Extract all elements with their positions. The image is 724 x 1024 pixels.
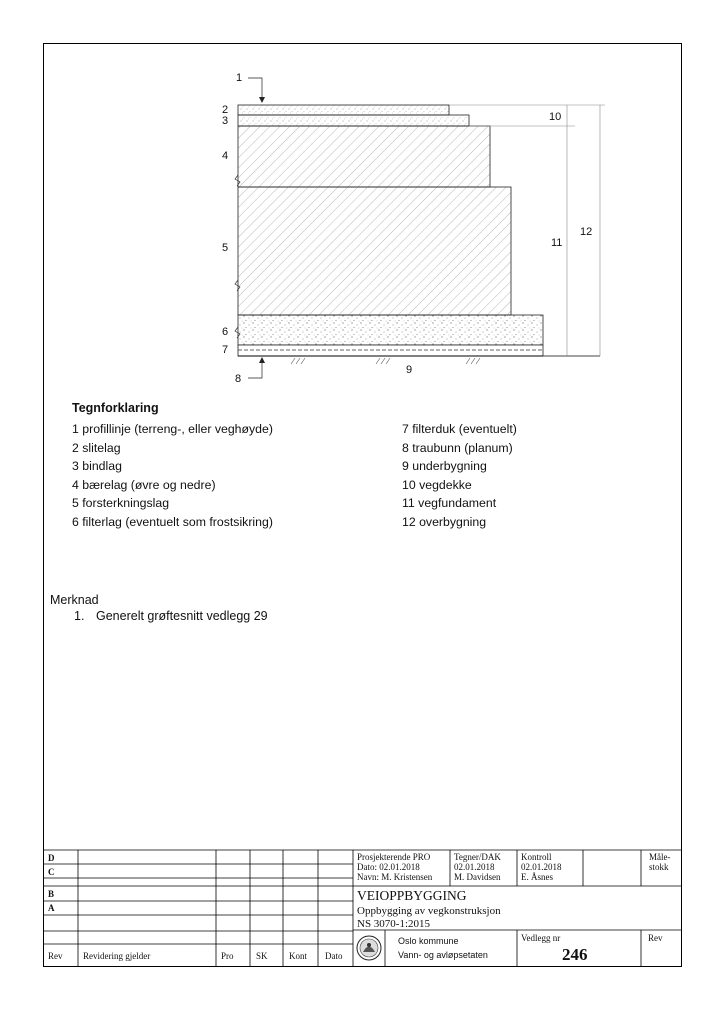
remark-item-number: 1. [74, 609, 85, 623]
project-info [357, 852, 432, 882]
title-block [43, 849, 682, 967]
rev-letter-b: B [48, 889, 55, 899]
callout-7: 7 [222, 344, 229, 356]
remark-item-text: Generelt grøftesnitt vedlegg 29 [96, 609, 268, 623]
callout-8: 8 [235, 373, 242, 385]
callout-2: 2 [222, 104, 229, 116]
layer-binder-course [238, 115, 469, 126]
legend-item: 6 filterlag (eventuelt som frostsikring) [72, 514, 273, 529]
legend-item: 2 slitelag [72, 440, 121, 455]
footer-pro-label: Pro [221, 951, 234, 961]
legend-item: 12 overbygning [402, 514, 487, 529]
project-date: Dato: 02.01.2018 [357, 862, 420, 872]
footer-rev-label: Rev [48, 951, 63, 961]
drawing-subtitle: Oppbygging av vegkonstruksjon [357, 905, 501, 917]
control-date: 02.01.2018 [521, 862, 562, 872]
scale-info [649, 852, 671, 872]
callout-11: 11 [551, 237, 563, 249]
drawn-label: Tegner/DAK [454, 852, 501, 862]
legend-right-column [402, 420, 517, 532]
footer-revision-label: Revidering gjelder [83, 951, 151, 961]
callout-3: 3 [222, 115, 229, 127]
control-info [521, 852, 562, 882]
legend-item: 10 vegdekke [402, 477, 472, 492]
legend-item: 11 vegfundament [402, 496, 497, 511]
layer-base-course [238, 126, 490, 187]
drawn-name: M. Davidsen [454, 872, 501, 882]
callout-5: 5 [222, 242, 229, 254]
oslo-kommune-logo-icon [357, 936, 381, 960]
attachment-number: 246 [562, 945, 588, 964]
control-label: Kontroll [521, 852, 552, 862]
remark-title: Merknad [50, 593, 99, 607]
footer-dato-label: Dato [325, 951, 343, 961]
drawn-date: 02.01.2018 [454, 862, 495, 872]
layer-subbase [238, 187, 511, 315]
footer-kont-label: Kont [289, 951, 307, 961]
project-designer: Prosjekterende PRO [357, 852, 431, 862]
rev-letter-a: A [48, 903, 55, 913]
control-name: E. Åsnes [521, 872, 553, 882]
rev-label: Rev [648, 933, 663, 943]
remark-item [74, 609, 268, 623]
legend-item: 9 underbygning [402, 459, 487, 474]
drawing-title: VEIOPPBYGGING [357, 888, 467, 903]
callout-10: 10 [549, 111, 562, 123]
org-department: Vann- og avløpsetaten [398, 950, 488, 960]
callout-1: 1 [236, 72, 243, 84]
drawn-info [454, 852, 501, 882]
scale-label-1: Måle- [649, 852, 671, 862]
layer-filter [238, 315, 543, 345]
legend-left-column [72, 420, 273, 532]
layer-wearing-course [238, 105, 449, 115]
legend-item: 5 forsterkningslag [72, 496, 170, 511]
layer-filter-cloth [238, 345, 543, 356]
attachment-label: Vedlegg nr [521, 933, 561, 943]
legend-item: 3 bindlag [72, 459, 122, 474]
legend-title: Tegnforklaring [72, 401, 159, 415]
project-name: Navn: M. Kristensen [357, 872, 433, 882]
callout-12: 12 [580, 226, 593, 238]
callout-6: 6 [222, 326, 229, 338]
drawing-standard: NS 3070-1:2015 [357, 918, 431, 930]
rev-letter-d: D [48, 853, 55, 863]
legend-item: 4 bærelag (øvre og nedre) [72, 477, 216, 492]
legend-item: 8 traubunn (planum) [402, 440, 513, 455]
callout-4: 4 [222, 150, 229, 162]
org-name: Oslo kommune [398, 936, 459, 946]
scale-label-2: stokk [649, 862, 669, 872]
legend-item: 1 profillinje (terreng-, eller veghøyde) [72, 422, 273, 436]
legend-item: 7 filterduk (eventuelt) [402, 422, 517, 436]
footer-sk-label: SK [256, 951, 268, 961]
callout-9: 9 [406, 364, 413, 376]
rev-letter-c: C [48, 867, 55, 877]
